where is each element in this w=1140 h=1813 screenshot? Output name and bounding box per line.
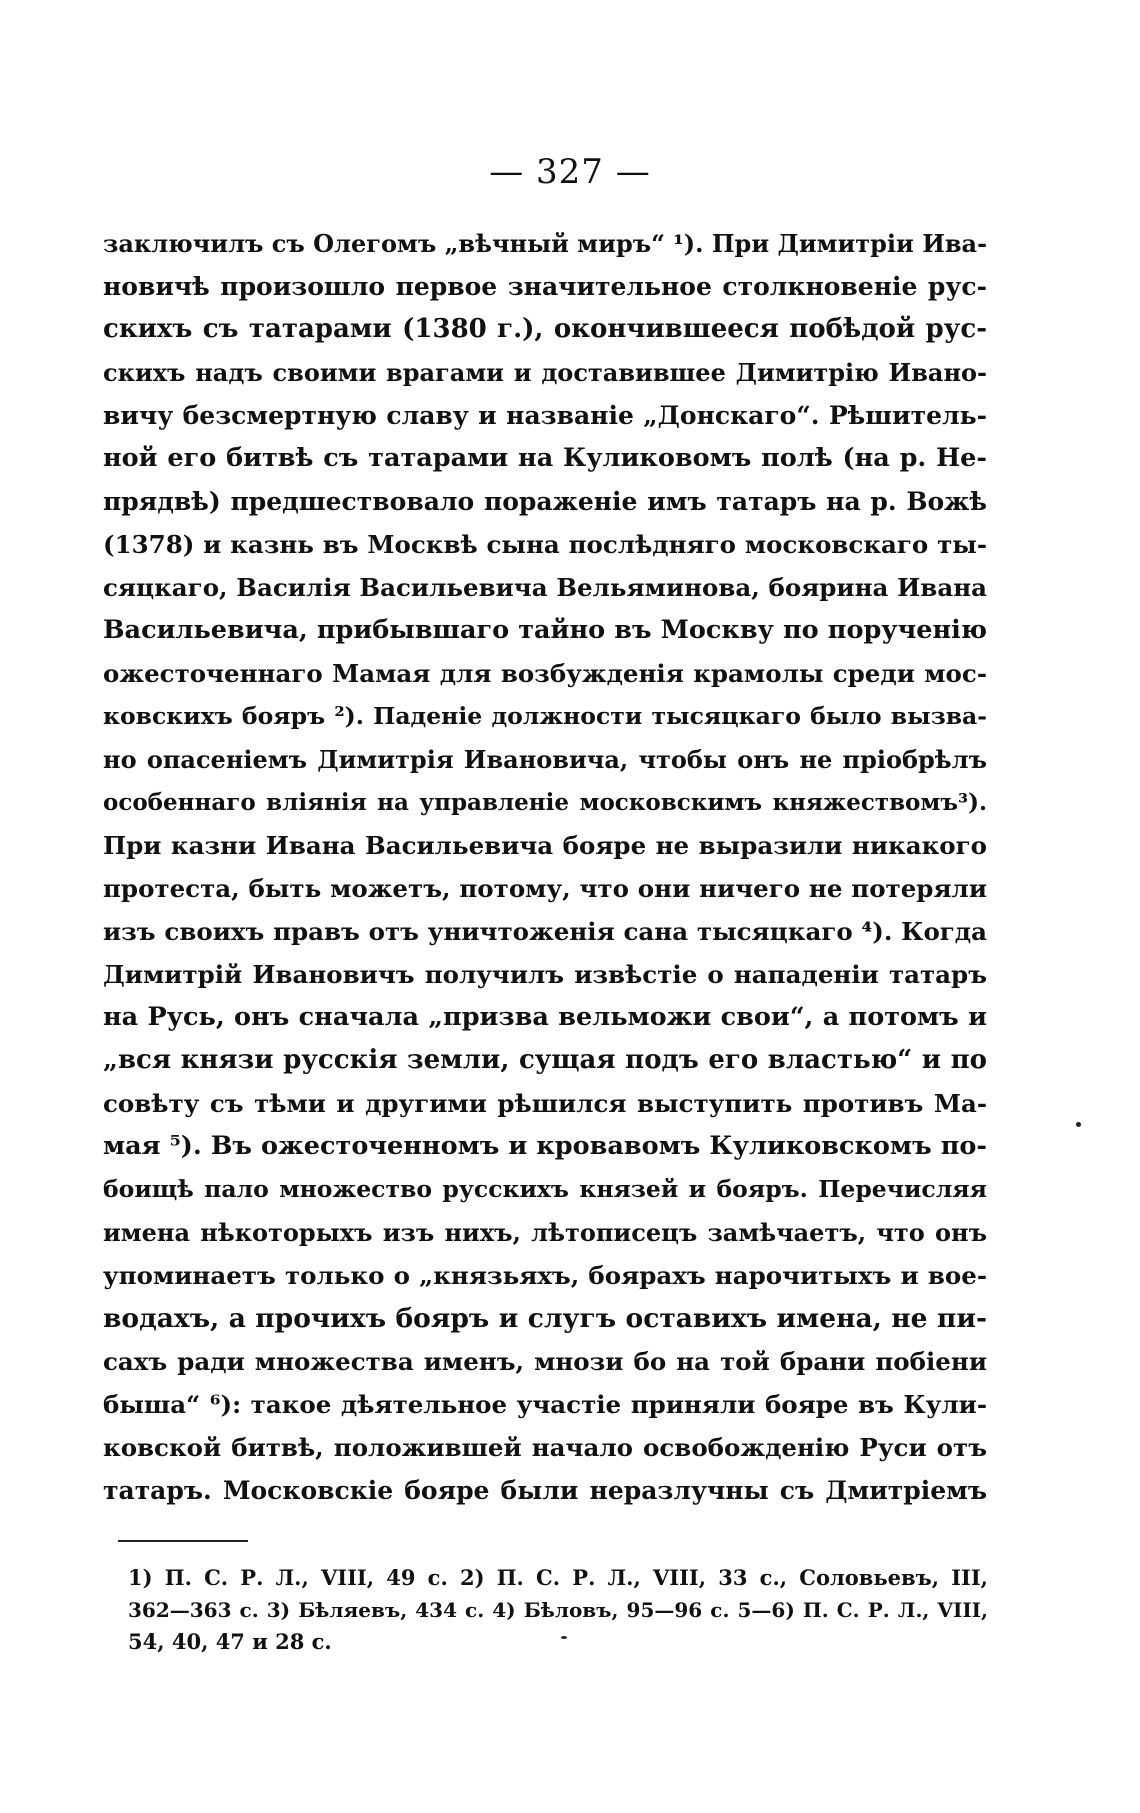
text-line: Васильевича, прибывшаго тайно въ Москву по порученію (103, 615, 987, 645)
text-line: водахъ, а прочихъ бояръ и слугъ оставихъ имена, не пи- (103, 1303, 987, 1334)
text-line: ковскихъ бояръ ²). Паденіе должности тысяцкаго было вызва- (103, 702, 987, 730)
text-line: особеннаго вліянія на управленіе московскимъ княжествомъ³). (103, 789, 987, 816)
footnote-line: 362—363 с. 3) Бѣляевъ, 434 с. 4) Бѣловъ, 95—96 с. 5—6) П. С. Р. Л., VIII, (128, 1598, 988, 1622)
text-line: имена нѣкоторыхъ изъ нихъ, лѣтописецъ замѣчаетъ, что онъ (103, 1218, 987, 1247)
text-line: При казни Ивана Васильевича бояре не выразили никакого (103, 831, 987, 860)
text-line: быша“ ⁶): такое дѣятельное участіе приняли бояре въ Кули- (103, 1390, 987, 1419)
text-line: изъ своихъ правъ отъ уничтоженія сана тысяцкаго ⁴). Когда (103, 917, 987, 946)
text-line: совѣту съ тѣми и другими рѣшился выступить противъ Ма- (103, 1089, 987, 1118)
text-line: Димитрій Ивановичъ получилъ извѣстіе о нападеніи татаръ (103, 960, 987, 989)
page-number: — 327 — (489, 152, 651, 192)
text-line: (1378) и казнь въ Москвѣ сына послѣдняго московскаго ты- (103, 530, 987, 559)
text-line: заключилъ съ Олегомъ „вѣчный миръ“ ¹). При Димитріи Ива- (103, 229, 988, 258)
text-line: скихъ надъ своими врагами и доставившее Димитрію Ивано- (103, 358, 987, 387)
footnote-line: 54, 40, 47 и 28 с. (128, 1629, 332, 1654)
text-line: новичѣ произошло первое значительное столкновеніе рус- (103, 272, 987, 301)
text-line: упоминаетъ только о „князьяхъ, боярахъ нарочитыхъ и вое- (103, 1261, 987, 1290)
ink-speck (1076, 1122, 1081, 1127)
text-line: прядвѣ) предшествовало пораженіе имъ татаръ на р. Вожѣ (103, 487, 987, 516)
text-line: ной его битвѣ съ татарами на Куликовомъ полѣ (на р. Не- (103, 443, 987, 473)
text-line: протеста, быть можетъ, потому, что они ничего не потеряли (103, 874, 987, 903)
text-line: вичу безсмертную славу и названіе „Донскаго“. Рѣшитель- (103, 401, 987, 430)
footnotes (128, 1562, 988, 1658)
text-line: мая ⁵). Въ ожесточенномъ и кровавомъ Куликовскомъ по- (103, 1131, 987, 1161)
body-text (103, 222, 987, 1512)
footnote-separator (118, 1540, 248, 1542)
text-line: „вся князи русскія земли, сущая подъ его властью“ и по (103, 1045, 987, 1075)
text-line: боищѣ пало множество русскихъ князей и бояръ. Перечисляя (103, 1175, 987, 1203)
text-line: ковской битвѣ, положившей начало освобожденію Руси отъ (103, 1433, 987, 1462)
text-line: татаръ. Московскіе бояре были неразлучны съ Дмитріемъ (103, 1476, 987, 1505)
text-line: на Русь, онъ сначала „призва вельможи свои“, а потомъ и (103, 1002, 987, 1032)
text-line: но опасеніемъ Димитрія Ивановича, чтобы онъ не пріобрѣлъ (103, 745, 987, 774)
text-line: сяцкаго, Василія Васильевича Вельяминова, боярина Ивана (103, 573, 987, 602)
footnote-line: 1) П. С. Р. Л., VIII, 49 с. 2) П. С. Р. Л., VIII, 33 с., Соловьевъ, III, (128, 1565, 988, 1590)
ink-speck (561, 1636, 567, 1639)
text-line: скихъ съ татарами (1380 г.), окончившееся побѣдой рус- (103, 314, 987, 344)
text-line: ожесточеннаго Мамая для возбужденія крамолы среди мос- (103, 659, 987, 688)
text-line: сахъ ради множества именъ, мнози бо на той брани побіени (103, 1347, 987, 1376)
